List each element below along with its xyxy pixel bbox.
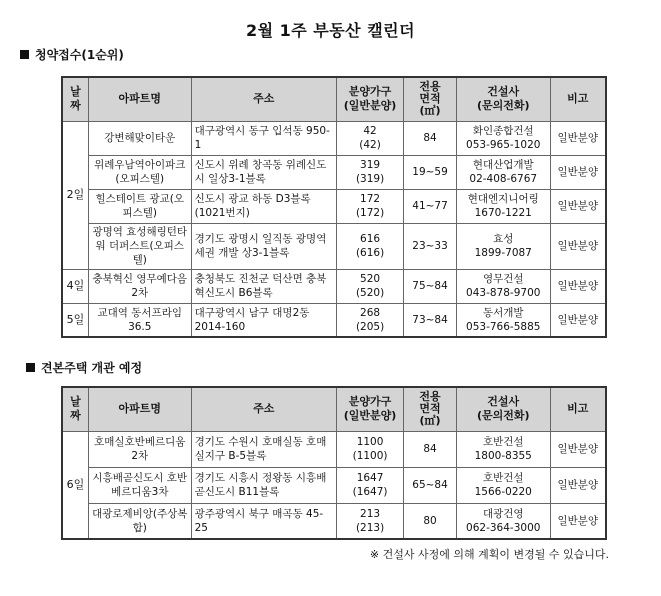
apt-cell: 교대역 동서프라임36.5 bbox=[88, 303, 191, 337]
table-row bbox=[62, 431, 606, 467]
table-row bbox=[62, 303, 606, 337]
note-cell: 일반분양 bbox=[550, 121, 606, 155]
model-house-table bbox=[61, 386, 607, 540]
apt-cell: 힐스테이트 광교(오피스텔) bbox=[88, 189, 191, 223]
apt-cell: 광명역 효성해링턴타워 더퍼스트(오피스텔) bbox=[88, 223, 191, 269]
header-apt: 아파트명 bbox=[88, 387, 191, 431]
date-cell: 5일 bbox=[62, 303, 88, 337]
addr-cell: 광주광역시 북구 매곡동 45-25 bbox=[191, 503, 336, 539]
note-cell: 일반분양 bbox=[550, 269, 606, 303]
header-note: 비고 bbox=[550, 387, 606, 431]
header-area: 전용 면적 (㎡) bbox=[404, 387, 457, 431]
date-cell: 4일 bbox=[62, 269, 88, 303]
units-cell: 172 (172) bbox=[337, 189, 404, 223]
date-cell: 6일 bbox=[62, 431, 88, 539]
area-cell: 75~84 bbox=[404, 269, 457, 303]
apt-cell: 호매실호반베르디움2차 bbox=[88, 431, 191, 467]
page-title: 2월 1주 부동산 캘린더 bbox=[245, 21, 416, 40]
header-area: 전용 면적 (㎡) bbox=[404, 77, 457, 121]
builder-cell: 영무건설 043-878-9700 bbox=[456, 269, 550, 303]
table-row bbox=[62, 189, 606, 223]
addr-cell: 대구광역시 남구 대명2동 2014-160 bbox=[191, 303, 336, 337]
area-cell: 19~59 bbox=[404, 155, 457, 189]
note-cell: 일반분양 bbox=[550, 503, 606, 539]
apt-cell: 강변해맞이타운 bbox=[88, 121, 191, 155]
section-title-text: 청약접수(1순위) bbox=[35, 48, 124, 62]
header-units: 분양가구 (일반분양) bbox=[337, 387, 404, 431]
date-cell: 2일 bbox=[62, 121, 88, 269]
addr-cell: 신도시 위례 창곡동 위례신도시 일상3-1블록 bbox=[191, 155, 336, 189]
table-row bbox=[62, 155, 606, 189]
note-cell: 일반분양 bbox=[550, 303, 606, 337]
table-row bbox=[62, 121, 606, 155]
area-cell: 41~77 bbox=[404, 189, 457, 223]
units-cell: 268 (205) bbox=[337, 303, 404, 337]
header-addr: 주소 bbox=[191, 77, 336, 121]
square-bullet-icon bbox=[26, 363, 35, 372]
section-title-subscription bbox=[20, 46, 124, 63]
builder-cell: 호반건설 1800-8355 bbox=[456, 431, 550, 467]
area-cell: 23~33 bbox=[404, 223, 457, 269]
section-title-text: 견본주택 개관 예정 bbox=[41, 361, 143, 375]
units-cell: 42 (42) bbox=[337, 121, 404, 155]
units-cell: 616 (616) bbox=[337, 223, 404, 269]
footnote: ※ 건설사 사정에 의해 계획이 변경될 수 있습니다. bbox=[369, 548, 609, 561]
area-cell: 73~84 bbox=[404, 303, 457, 337]
apt-cell: 대광로제비앙(주상복합) bbox=[88, 503, 191, 539]
note-cell: 일반분양 bbox=[550, 467, 606, 503]
table-row bbox=[62, 269, 606, 303]
header-date: 날짜 bbox=[62, 387, 88, 431]
area-cell: 84 bbox=[404, 121, 457, 155]
units-cell: 213 (213) bbox=[337, 503, 404, 539]
addr-cell: 경기도 시흥시 정왕동 시흥배곧신도시 B11블록 bbox=[191, 467, 336, 503]
addr-cell: 경기도 수원시 호매실동 호매실지구 B-5블록 bbox=[191, 431, 336, 467]
area-cell: 80 bbox=[404, 503, 457, 539]
units-cell: 1100 (1100) bbox=[337, 431, 404, 467]
header-builder: 건설사 (문의전화) bbox=[456, 77, 550, 121]
addr-cell: 대구광역시 동구 입석동 950-1 bbox=[191, 121, 336, 155]
builder-cell: 화인종합건설 053-965-1020 bbox=[456, 121, 550, 155]
addr-cell: 충청북도 진천군 덕산면 충북혁신도시 B6블록 bbox=[191, 269, 336, 303]
note-cell: 일반분양 bbox=[550, 431, 606, 467]
builder-cell: 현대엔지니어링 1670-1221 bbox=[456, 189, 550, 223]
table-row bbox=[62, 467, 606, 503]
subscription-table bbox=[61, 76, 607, 338]
table-row bbox=[62, 223, 606, 269]
addr-cell: 경기도 광명시 일직동 광명역세권 개발 상3-1블록 bbox=[191, 223, 336, 269]
units-cell: 520 (520) bbox=[337, 269, 404, 303]
apt-cell: 충북혁신 영무예다음2차 bbox=[88, 269, 191, 303]
units-cell: 1647 (1647) bbox=[337, 467, 404, 503]
builder-cell: 동서개발 053-766-5885 bbox=[456, 303, 550, 337]
note-cell: 일반분양 bbox=[550, 155, 606, 189]
builder-cell: 현대산업개발 02-408-6767 bbox=[456, 155, 550, 189]
section-title-model-house bbox=[26, 359, 142, 376]
header-builder: 건설사 (문의전화) bbox=[456, 387, 550, 431]
units-cell: 319 (319) bbox=[337, 155, 404, 189]
builder-cell: 효성 1899-7087 bbox=[456, 223, 550, 269]
area-cell: 65~84 bbox=[404, 467, 457, 503]
note-cell: 일반분양 bbox=[550, 223, 606, 269]
apt-cell: 위례우남역아이파크(오피스텔) bbox=[88, 155, 191, 189]
header-units: 분양가구 (일반분양) bbox=[337, 77, 404, 121]
area-cell: 84 bbox=[404, 431, 457, 467]
header-date: 날짜 bbox=[62, 77, 88, 121]
header-note: 비고 bbox=[550, 77, 606, 121]
table-row bbox=[62, 503, 606, 539]
builder-cell: 호반건설 1566-0220 bbox=[456, 467, 550, 503]
note-cell: 일반분양 bbox=[550, 189, 606, 223]
header-addr: 주소 bbox=[191, 387, 336, 431]
addr-cell: 신도시 광교 하동 D3블록(1021번지) bbox=[191, 189, 336, 223]
header-apt: 아파트명 bbox=[88, 77, 191, 121]
square-bullet-icon bbox=[20, 50, 29, 59]
builder-cell: 대광건영 062-364-3000 bbox=[456, 503, 550, 539]
apt-cell: 시흥배곧신도시 호반베르디움3차 bbox=[88, 467, 191, 503]
